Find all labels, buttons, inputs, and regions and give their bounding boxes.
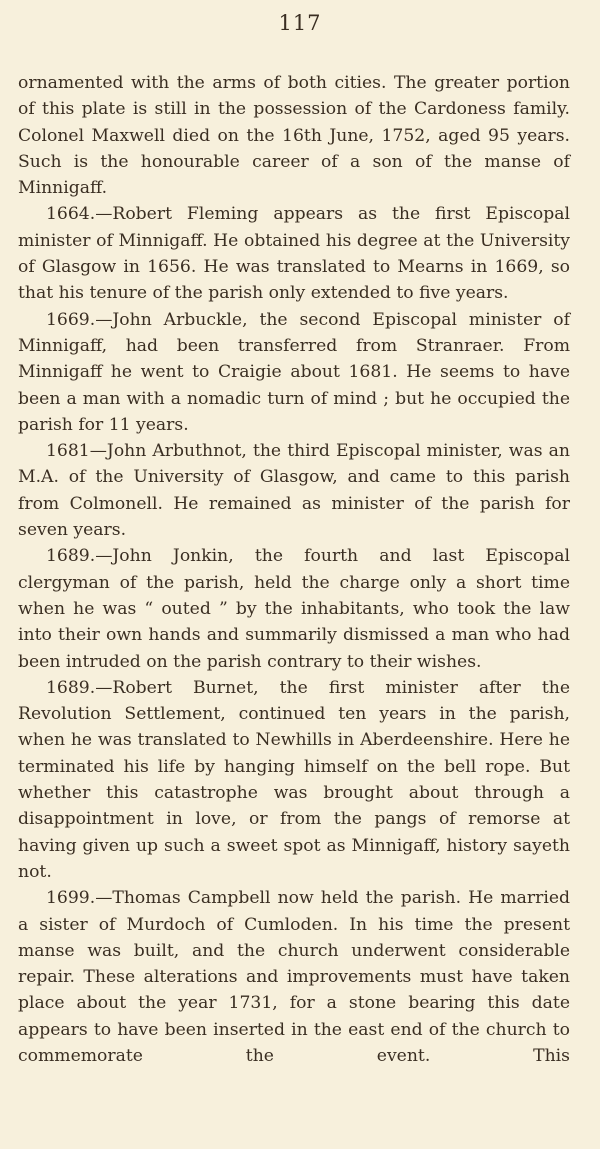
paragraph-john-arbuckle: 1669.—John Arbuckle, the second Episcopal minister of Minnigaff, had been transferred from Stranraer. From Minnigaff he went to Craigie about 1681. He seems to have been a man with a nomadic turn of mind ; but he occupied the parish for 11 years.: [18, 309, 570, 435]
paragraph-thomas-campbell: 1699.—Thomas Campbell now held the parish. He married a sister of Murdoch of Cumloden. In his time the present manse was built, and the church underwent considerable repair. These alterations and improvements must have taken place about the year 1731, for a stone bearing this date appears to have been inserted in the east end of the church to commemorate the event. This: [18, 888, 570, 1066]
page-number: 117: [278, 11, 322, 35]
paragraph-robert-burnet: 1689.—Robert Burnet, the first minister after the Revolution Settlement, continued ten years in the parish, when he was translated to Newhills in Aberdeenshire. Here he terminated his life by hanging himself on the bell rope. But whether this catastrophe was brought about through a disappointment in love, or from the pangs of remorse at having given up such a sweet spot as Minnigaff, history sayeth not.: [18, 677, 570, 882]
paragraph-robert-fleming: 1664.—Robert Fleming appears as the first Episcopal minister of Minnigaff. He obtained his degree at the University of Glasgow in 1656. He was translated to Mearns in 1669, so that his tenure of the parish only extended to five years.: [18, 204, 570, 304]
paragraph-john-jonkin: 1689.—John Jonkin, the fourth and last Episcopal clergyman of the parish, held the charge only a short time when he was “ outed ” by the inhabitants, who took the law into their own hands and summarily dismissed a man who had been intruded on the parish contrary to their wishes.: [18, 546, 570, 672]
page-body: [18, 70, 570, 1069]
paragraph-john-arbuthnot: 1681—John Arbuthnot, the third Episcopal minister, was an M.A. of the University of Glasgow, and came to this parish from Colmonell. He remained as minister of the parish for seven years.: [18, 441, 570, 541]
paragraph-maxwell-continuation: ornamented with the arms of both cities. The greater portion of this plate is still in the possession of the Cardoness family. Colonel Maxwell died on the 16th June, 1752, aged 95 years. Such is the honourable career of a son of the manse of Minnigaff.: [18, 73, 570, 199]
